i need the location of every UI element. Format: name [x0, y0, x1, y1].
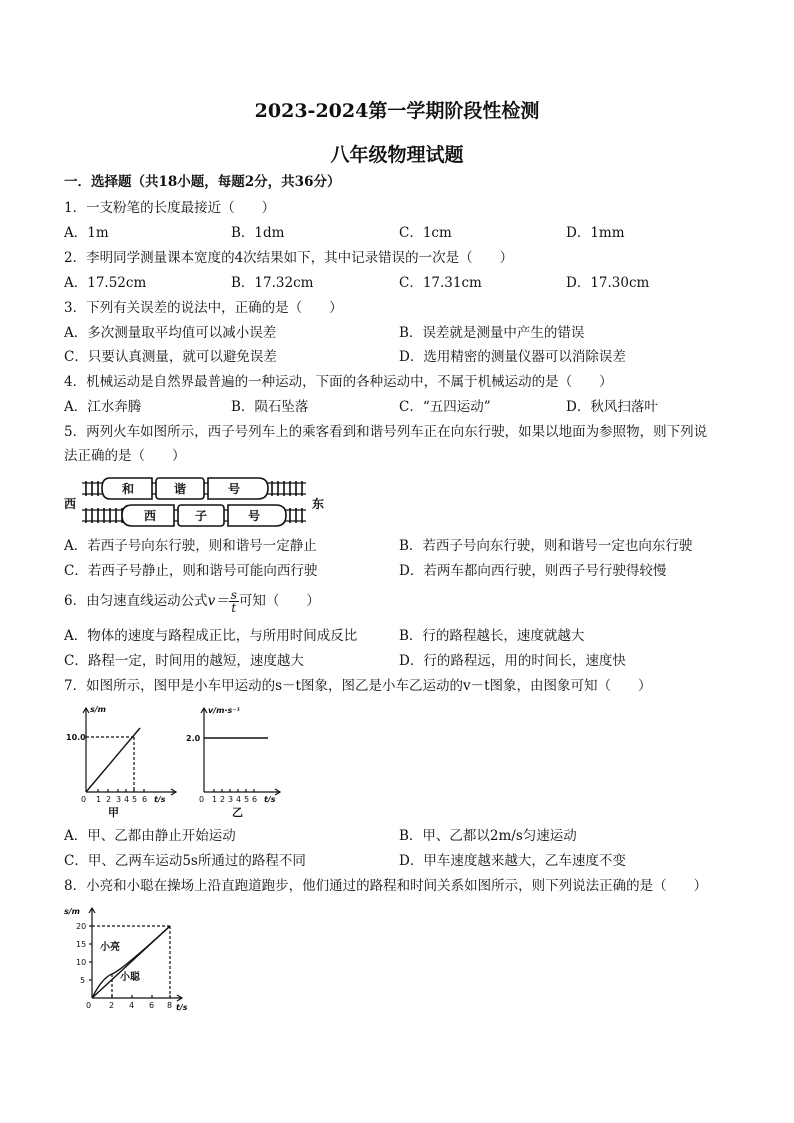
q7-option-a: A．甲、乙都由静止开始运动 [64, 828, 236, 844]
q5-option-c: C．若西子号静止，则和谐号可能向西行驶 [64, 563, 318, 579]
q6-stem [64, 586, 320, 616]
q2-option-d: D．17.30cm [566, 275, 650, 291]
q7-jia-ylabel: s/m [90, 705, 107, 714]
q7-option-b: B．甲、乙都以2m/s匀速运动 [399, 828, 577, 844]
q8-figure [62, 902, 192, 1017]
section-header: 一．选择题（共18小题，每题2分，共36分） [64, 174, 341, 190]
q8-xtick-8: 8 [167, 1001, 173, 1010]
q7-yi-tick-5: 5 [244, 795, 250, 804]
q7-figure-yi [184, 700, 284, 820]
q8-ytick-20: 20 [76, 922, 87, 931]
q3-option-b: B．误差就是测量中产生的错误 [399, 325, 585, 341]
q7-yi-tick-1: 1 [212, 795, 218, 804]
q8-xtick-4: 4 [129, 1001, 135, 1010]
q7-yi-tick-3: 3 [228, 795, 234, 804]
q7-jia-tick-0: 0 [81, 795, 87, 804]
q6-option-d: D．行的路程远，用的时间长，速度快 [399, 653, 626, 669]
q7-yi-tick-4: 4 [236, 795, 242, 804]
q7-yi-yvalue: 2.0 [186, 734, 201, 743]
q8-xtick-6: 6 [149, 1001, 155, 1010]
train-hexie-car3: 号 [228, 482, 241, 496]
q2-option-c: C．17.31cm [399, 275, 482, 291]
q5-option-a: A．若西子号向东行驶，则和谐号一定静止 [64, 538, 317, 554]
q1-stem: 1．一支粉笔的长度最接近（ ） [64, 200, 276, 216]
q5-option-d: D．若两车都向西行驶，则西子号行驶得较慢 [399, 563, 667, 579]
q7-jia-yvalue: 10.0 [66, 733, 86, 742]
q2-option-b: B．17.32cm [231, 275, 314, 291]
q3-option-a: A．多次测量取平均值可以减小误差 [64, 325, 277, 341]
q7-jia-caption: 甲 [108, 806, 119, 819]
q2-stem: 2．李明同学测量课本宽度的4次结果如下，其中记录错误的一次是（ ） [64, 250, 514, 266]
q2-option-a: A．17.52cm [64, 275, 147, 291]
q6-formula-numerator: s [230, 588, 237, 602]
q6-option-b: B．行的路程越长，速度就越大 [399, 628, 585, 644]
q7-option-c: C．甲、乙两车运动5s所通过的路程不同 [64, 853, 306, 869]
q1-option-a: A．1m [64, 225, 109, 241]
q8-xlabel: t/s [176, 1003, 188, 1012]
q8-xtick-2: 2 [109, 1001, 115, 1010]
q4-option-a: A．江水奔腾 [64, 399, 142, 415]
train-xizi-car1: 西 [144, 509, 157, 523]
train-xizi-car2: 子 [195, 509, 208, 523]
q7-yi-ylabel: v/m·s⁻¹ [208, 706, 240, 715]
east-label: 东 [312, 497, 325, 511]
west-label: 西 [64, 497, 77, 511]
q1-option-b: B．1dm [231, 225, 285, 241]
q7-yi-xlabel: t/s [264, 795, 276, 804]
q6-option-c: C．路程一定，时间用的越短，速度越大 [64, 653, 304, 669]
q7-figure-jia [66, 700, 182, 820]
q8-xtick-0: 0 [86, 1001, 92, 1010]
q7-jia-tick-4: 4 [124, 795, 130, 804]
q8-ytick-5: 5 [80, 976, 86, 985]
q3-option-c: C．只要认真测量，就可以避免误差 [64, 349, 277, 365]
q7-jia-tick-1: 1 [96, 795, 102, 804]
q5-stem-line2: 法正确的是（ ） [64, 448, 186, 464]
q7-jia-tick-3: 3 [116, 795, 122, 804]
q8-label-xiaoliang: 小亮 [100, 942, 120, 953]
exam-title: 2023-2024第一学期阶段性检测 [254, 100, 540, 122]
q5-option-b: B．若西子号向东行驶，则和谐号一定也向东行驶 [399, 538, 693, 554]
q6-formula-denominator: t [231, 601, 237, 615]
q4-option-c: C．“五四运动” [399, 399, 491, 415]
q6-formula-fraction [229, 589, 239, 614]
q8-ytick-15: 15 [76, 940, 87, 949]
q7-yi-caption: 乙 [232, 806, 243, 819]
q8-stem: 8．小亮和小聪在操场上沿直跑道跑步，他们通过的路程和时间关系如图所示，则下列说法正确的是（ ） [64, 878, 708, 894]
q6-option-a: A．物体的速度与路程成正比，与所用时间成反比 [64, 628, 358, 644]
q8-label-xiaocong: 小聪 [120, 972, 140, 983]
train-hexie-car2: 谐 [174, 482, 187, 496]
q7-yi-tick-0: 0 [199, 795, 205, 804]
q8-ytick-10: 10 [76, 958, 87, 967]
q7-yi-tick-6: 6 [252, 795, 258, 804]
train-hexie-car1: 和 [122, 482, 135, 496]
q3-option-d: D．选用精密的测量仪器可以消除误差 [399, 349, 626, 365]
exam-subtitle: 八年级物理试题 [330, 144, 464, 166]
q4-option-d: D．秋风扫落叶 [566, 399, 658, 415]
q5-trains-figure [62, 472, 332, 530]
train-xizi-car3: 号 [248, 509, 261, 523]
q3-stem: 3．下列有关误差的说法中，正确的是（ ） [64, 300, 343, 316]
q7-option-d: D．甲车速度越来越大，乙车速度不变 [399, 853, 626, 869]
q6-formula-v: v＝ [207, 593, 229, 609]
q4-stem: 4．机械运动是自然界最普遍的一种运动，下面的各种运动中，不属于机械运动的是（ ） [64, 374, 613, 390]
q7-stem: 7．如图所示，图甲是小车甲运动的s－t图象，图乙是小车乙运动的v－t图象，由图象可知（ ） [64, 678, 652, 694]
q7-yi-tick-2: 2 [220, 795, 226, 804]
q1-option-c: C．1cm [399, 225, 452, 241]
q4-option-b: B．陨石坠落 [231, 399, 309, 415]
q7-jia-tick-2: 2 [106, 795, 112, 804]
q6-stem-pre: 6．由匀速直线运动公式 [64, 593, 208, 609]
q7-jia-tick-5: 5 [132, 795, 138, 804]
q7-jia-xlabel: t/s [154, 795, 166, 804]
q1-option-d: D．1mm [566, 225, 625, 241]
q6-stem-post: 可知（ ） [238, 593, 320, 609]
q7-jia-tick-6: 6 [142, 795, 148, 804]
q5-stem-line1: 5．两列火车如图所示，西子号列车上的乘客看到和谐号列车正在向东行驶，如果以地面为参照物，则下列说 [64, 424, 708, 440]
q8-ylabel: s/m [64, 907, 81, 916]
